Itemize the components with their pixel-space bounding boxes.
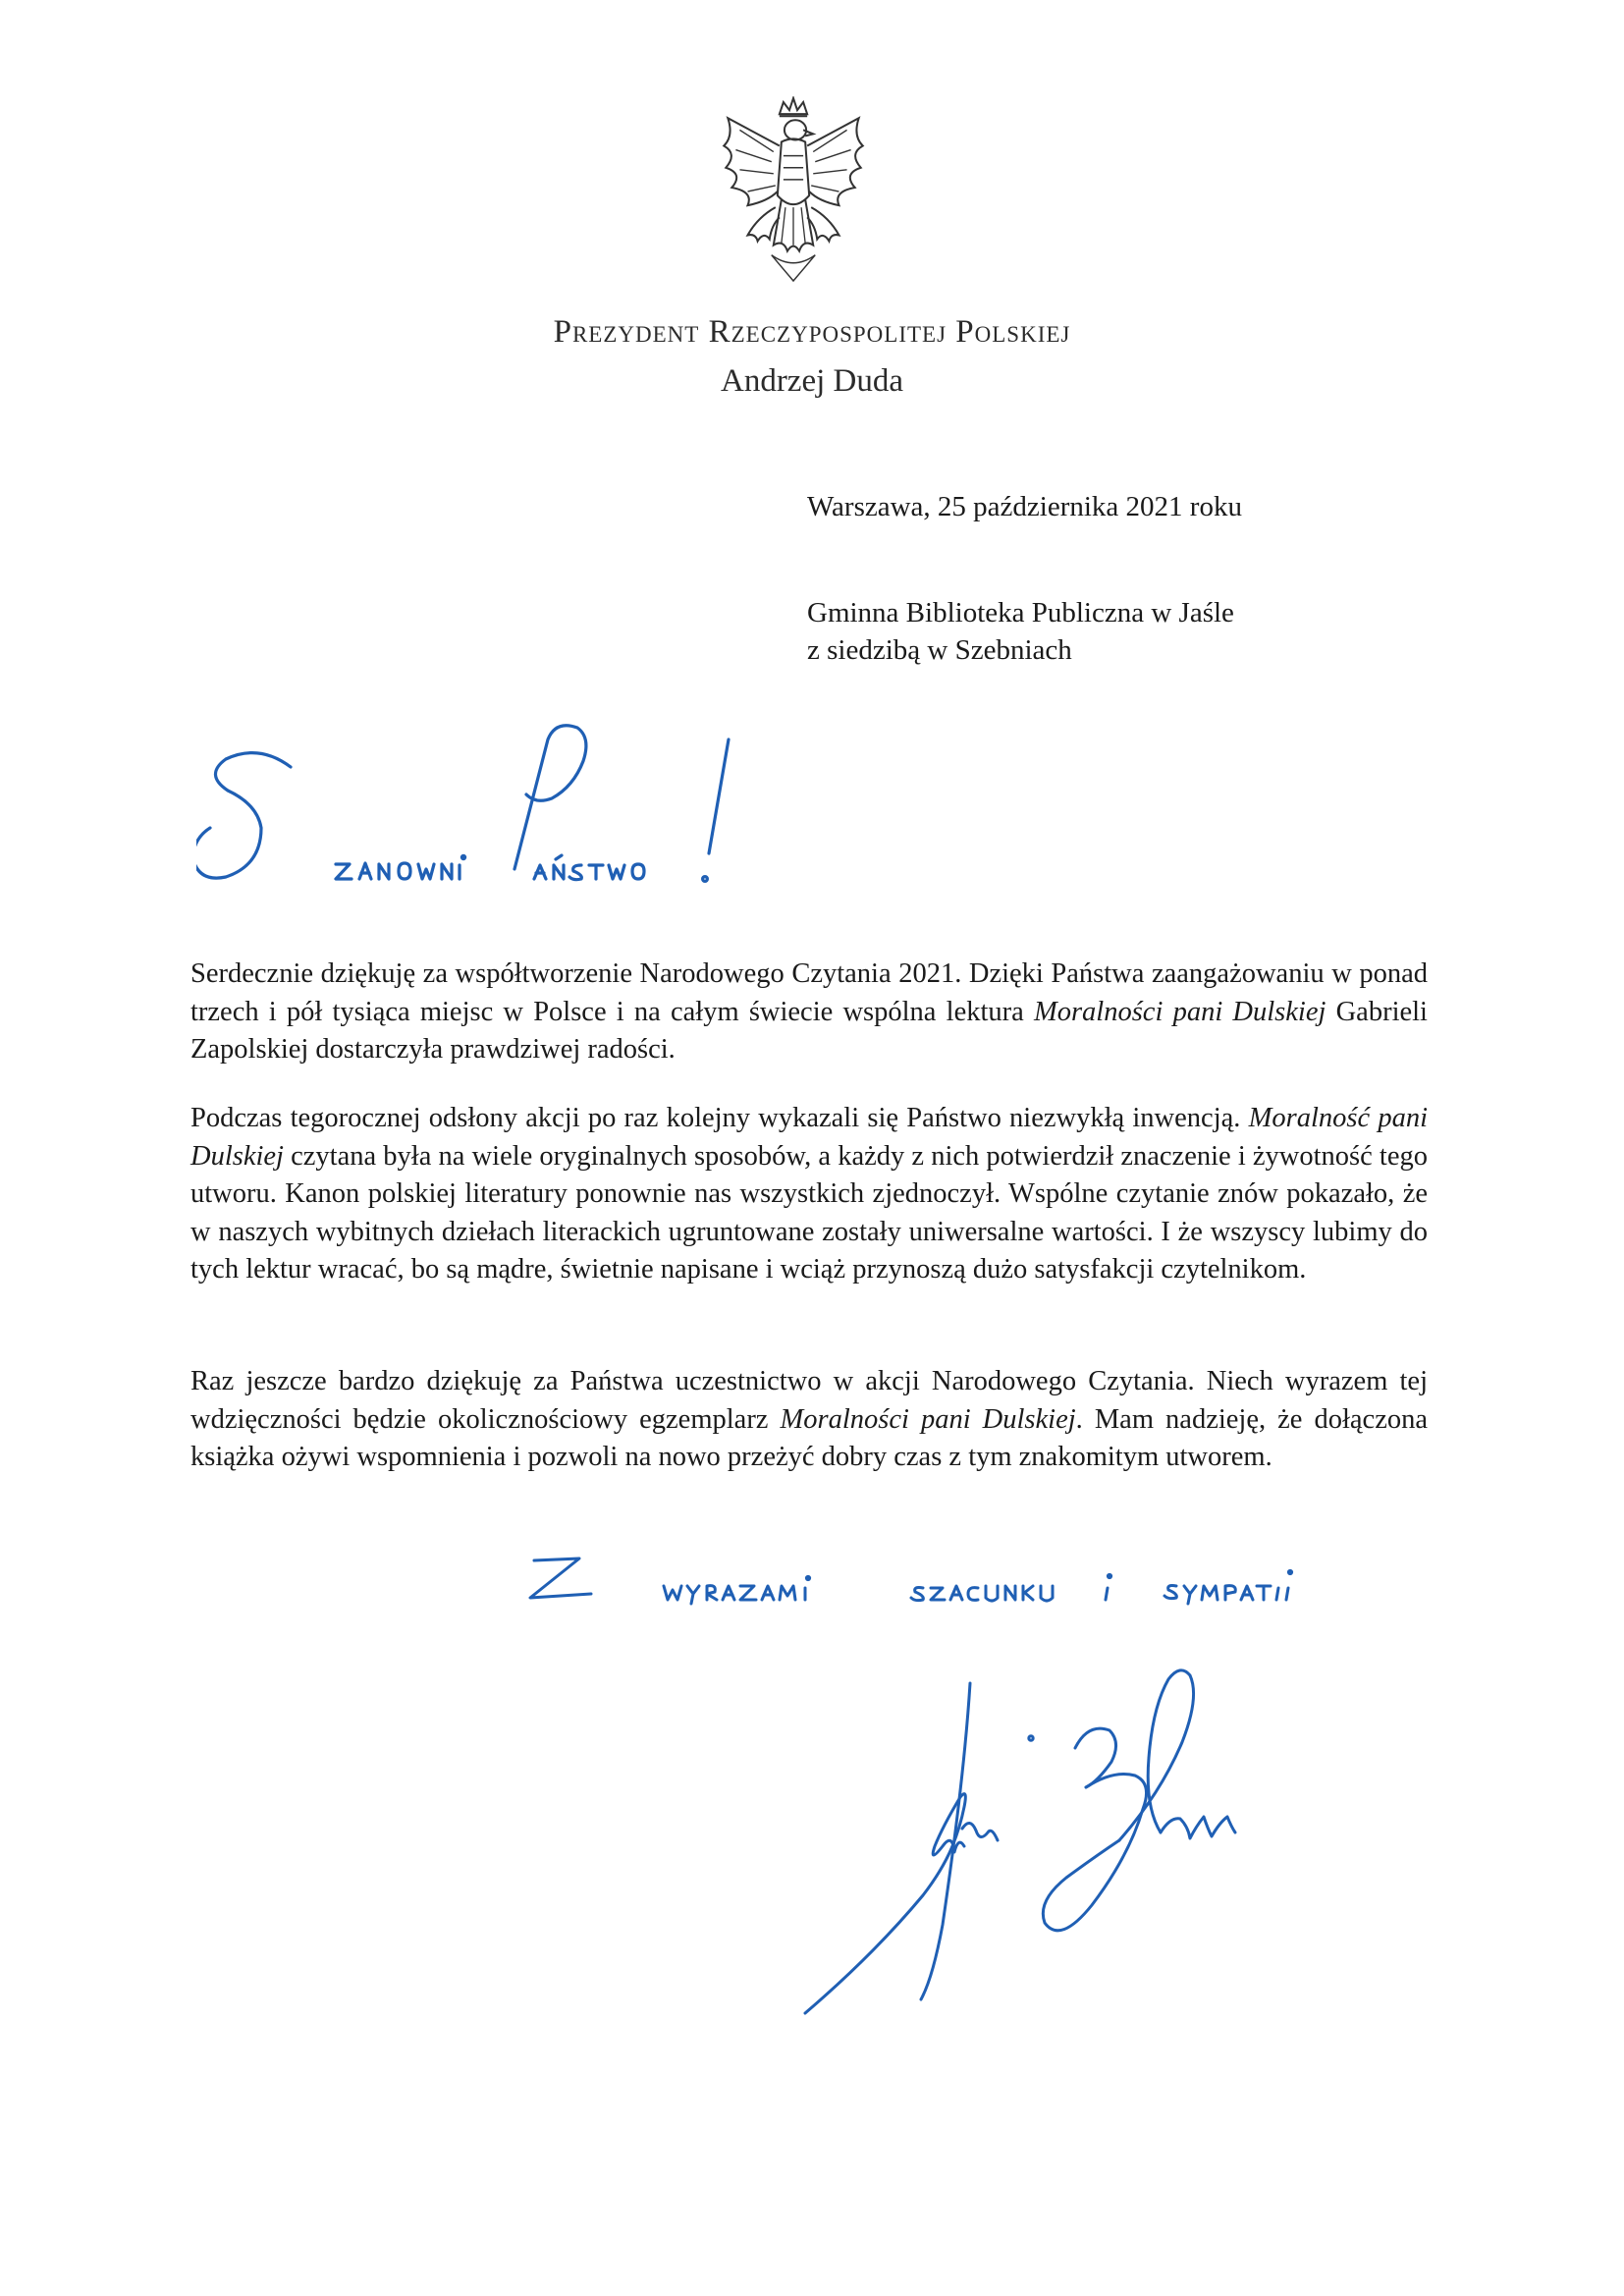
addressee-block — [807, 594, 1234, 669]
addressee-line-2: z siedzibą w Szebniach — [807, 634, 1072, 666]
letterhead-title: Prezydent Rzeczypospolitej Polskiej — [553, 314, 1071, 350]
polish-eagle-emblem-icon — [714, 96, 873, 285]
paragraph-3-text-a: Raz jeszcze bardzo dziękuję za Państwa uczestnictwo w akcji Narodowego Czytania. Niech wyrazem tej wdzięczności będzie okolicznościowy egzemplarz — [190, 1366, 1428, 1435]
paragraph-3 — [190, 1363, 1428, 1477]
signature-icon — [795, 1660, 1384, 2033]
addressee-line-1: Gminna Biblioteka Publiczna w Jaśle — [807, 597, 1234, 629]
date-line: Warszawa, 25 października 2021 roku — [807, 491, 1242, 522]
handwritten-salutation — [196, 722, 746, 933]
paragraph-3-book-title: Moralności pani Dulskiej — [780, 1403, 1076, 1435]
paragraph-2 — [190, 1100, 1428, 1289]
paragraph-1 — [190, 956, 1428, 1069]
paragraph-1-text-a: Serdecznie dziękuję za współtworzenie Narodowego Czytania 2021. Dzięki Państwa zaangażowaniu w ponad trzech i pół tysiąca miejsc w Polsce i na całym świecie wspólna lektura — [190, 958, 1428, 1027]
paragraph-1-text-b: Gabrieli Zapolskiej dostarczyła prawdziwej radości. — [190, 996, 1428, 1065]
paragraph-3-text-b: . Mam nadzieję, że dołączona książka ożywi wspomnienia i pozwoli na nowo przeżyć dobry czas z tym znakomitym utworem. — [190, 1403, 1429, 1472]
paragraph-2-book-title: Moralność pani Dulskiej — [190, 1103, 1428, 1172]
letterhead-name: Andrzej Duda — [720, 363, 903, 399]
paragraph-1-book-title: Moralności pani Dulskiej — [1033, 996, 1326, 1027]
paragraph-2-text-b: czytana była na wiele oryginalnych sposobów, a każdy z nich potwierdził znaczenie i żywotność tego utworu. Kanon polskiej literatury ponownie nas wszystkich zjednoczył. Wspólne czytanie znów pokazało, że w naszych wybitnych dziełach literackich ugruntowane zostały uniwersalne wartości. I że wszyscy lubimy do tych lektur wracać, bo są mądre, świetnie napisane i wciąż przynoszą dużo satysfakcji czytelnikom. — [190, 1140, 1428, 1285]
handwritten-closing — [520, 1547, 1404, 1615]
paragraph-2-text-a: Podczas tegorocznej odsłony akcji po raz kolejny wykazali się Państwo niezwykłą inwencją. — [190, 1103, 1249, 1133]
